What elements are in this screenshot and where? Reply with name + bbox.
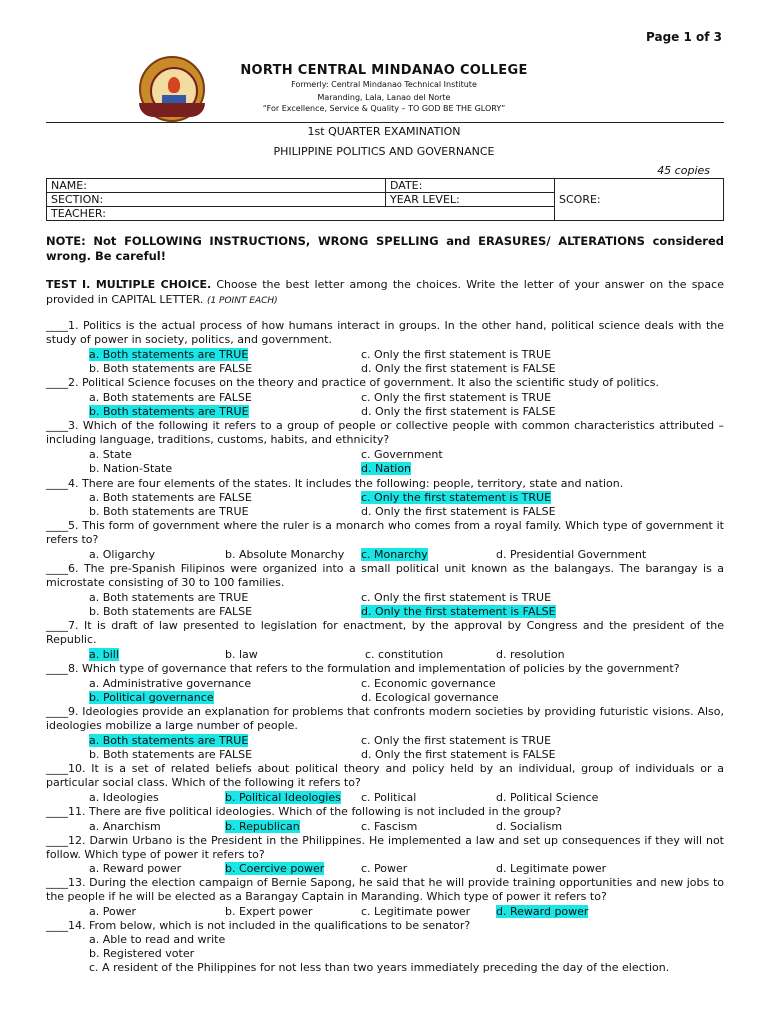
test-instructions-text: Choose the best letter among the choices. Write the letter of your answer on the space provided in CAPITAL LETTER. bbox=[46, 278, 724, 306]
q6-option-b[interactable]: b. Both statements are FALSE bbox=[89, 605, 253, 618]
q7-option-d[interactable]: d. resolution bbox=[496, 648, 565, 661]
q4-option-b[interactable]: b. Both statements are TRUE bbox=[89, 505, 249, 518]
exam-note: NOTE: Not FOLLOWING INSTRUCTIONS, WRONG SPELLING and ERASURES/ ALTERATIONS considered wrong. Be careful! bbox=[46, 234, 724, 263]
question-12: ____12. Darwin Urbano is the President in the Philippines. He implemented a law and set up consequences if they will not follow. Which type of power it refers to? bbox=[46, 834, 724, 862]
q11-option-b[interactable]: b. Republican bbox=[225, 820, 300, 833]
question-6: ____6. The pre-Spanish Filipinos were organized into a small political unit known as the balangays. The barangay is a microstate consisting of 30 to 100 families. bbox=[46, 562, 724, 590]
q10-option-c[interactable]: c. Political bbox=[361, 791, 417, 804]
q2-option-a[interactable]: a. Both statements are FALSE bbox=[89, 391, 252, 404]
date-field[interactable]: DATE: bbox=[386, 179, 555, 193]
q8-option-c[interactable]: c. Economic governance bbox=[361, 677, 496, 690]
q12-option-a[interactable]: a. Reward power bbox=[89, 862, 182, 875]
q14-option-c[interactable]: c. A resident of the Philippines for not less than two years immediately preceding the day of the election. bbox=[89, 961, 670, 974]
q2-option-b[interactable]: b. Both statements are TRUE bbox=[89, 405, 249, 418]
q9-option-a[interactable]: a. Both statements are TRUE bbox=[89, 734, 249, 747]
q10-option-d[interactable]: d. Political Science bbox=[496, 791, 599, 804]
q5-option-d[interactable]: d. Presidential Government bbox=[496, 548, 647, 561]
q13-option-d[interactable]: d. Reward power bbox=[496, 905, 589, 918]
q13-option-c[interactable]: c. Legitimate power bbox=[361, 905, 471, 918]
question-10: ____10. It is a set of related beliefs about political theory and policy held by an individual, group of individuals or a particular social class. Which of the following it refers to? bbox=[46, 762, 724, 790]
q12-option-d[interactable]: d. Legitimate power bbox=[496, 862, 607, 875]
q11-option-c[interactable]: c. Fascism bbox=[361, 820, 418, 833]
q3-option-a[interactable]: a. State bbox=[89, 448, 132, 461]
q10-option-a[interactable]: a. Ideologies bbox=[89, 791, 159, 804]
question-9: ____9. Ideologies provide an explanation for problems that confronts modern societies by providing futuristic visions. Also, ideologies mobilize a large number of people. bbox=[46, 705, 724, 733]
q4-option-d[interactable]: d. Only the first statement is FALSE bbox=[361, 505, 556, 518]
q10-option-b[interactable]: b. Political Ideologies bbox=[225, 791, 341, 804]
q3-option-c[interactable]: c. Government bbox=[361, 448, 443, 461]
q2-option-d[interactable]: d. Only the first statement is FALSE bbox=[361, 405, 556, 418]
college-formerly: Formerly: Central Mindanao Technical Institute bbox=[291, 80, 477, 89]
question-1: ____1. Politics is the actual process of how humans interact in groups. In the other hand, political science deals with the study of power in society, politics, and government. bbox=[46, 319, 724, 347]
college-name: NORTH CENTRAL MINDANAO COLLEGE bbox=[240, 63, 528, 78]
q6-option-c[interactable]: c. Only the first statement is TRUE bbox=[361, 591, 552, 604]
name-field[interactable]: NAME: bbox=[47, 179, 386, 193]
section-field[interactable]: SECTION: bbox=[47, 193, 386, 207]
college-address: Maranding, Lala, Lanao del Norte bbox=[317, 93, 451, 102]
q5-option-b[interactable]: b. Absolute Monarchy bbox=[225, 548, 345, 561]
question-2: ____2. Political Science focuses on the theory and practice of government. It also the scientific study of politics. bbox=[46, 376, 659, 389]
question-7: ____7. It is draft of law presented to legislation for enactment, by the approval by Congress and the president of the Republic. bbox=[46, 619, 724, 647]
q4-option-a[interactable]: a. Both statements are FALSE bbox=[89, 491, 252, 504]
exam-title: 1st QUARTER EXAMINATION bbox=[307, 125, 461, 138]
copies-count: 45 copies bbox=[657, 164, 710, 177]
test-points: (1 POINT EACH) bbox=[206, 296, 278, 306]
q11-option-d[interactable]: d. Socialism bbox=[496, 820, 563, 833]
q13-option-b[interactable]: b. Expert power bbox=[225, 905, 313, 918]
q6-option-d[interactable]: d. Only the first statement is FALSE bbox=[361, 605, 556, 618]
q8-option-b[interactable]: b. Political governance bbox=[89, 691, 214, 704]
q4-option-c[interactable]: c. Only the first statement is TRUE bbox=[361, 491, 552, 504]
page-number: Page 1 of 3 bbox=[646, 30, 722, 44]
q12-option-b[interactable]: b. Coercive power bbox=[225, 862, 325, 875]
test-heading: TEST I. MULTIPLE CHOICE. bbox=[46, 278, 212, 291]
q5-option-a[interactable]: a. Oligarchy bbox=[89, 548, 156, 561]
question-14: ____14. From below, which is not included in the qualifications to be senator? bbox=[46, 919, 471, 932]
q1-option-d[interactable]: d. Only the first statement is FALSE bbox=[361, 362, 556, 375]
college-motto: “For Excellence, Service & Quality – TO GOD BE THE GLORY” bbox=[262, 104, 506, 113]
header-divider bbox=[46, 122, 724, 123]
score-field[interactable]: SCORE: bbox=[555, 179, 724, 221]
q3-option-b[interactable]: b. Nation-State bbox=[89, 462, 173, 475]
question-3: ____3. Which of the following it refers to a group of people or collective people with common characteristics attributed – including language, traditions, customs, habits, and ethnicity? bbox=[46, 419, 724, 447]
q1-option-c[interactable]: c. Only the first statement is TRUE bbox=[361, 348, 552, 361]
q2-option-c[interactable]: c. Only the first statement is TRUE bbox=[361, 391, 552, 404]
q1-option-b[interactable]: b. Both statements are FALSE bbox=[89, 362, 253, 375]
question-5: ____5. This form of government where the ruler is a monarch who comes from a royal family. Which type of government it refers to? bbox=[46, 519, 724, 547]
q1-option-a[interactable]: a. Both statements are TRUE bbox=[89, 348, 249, 361]
q11-option-a[interactable]: a. Anarchism bbox=[89, 820, 161, 833]
question-11: ____11. There are five political ideologies. Which of the following is not included in the group? bbox=[46, 805, 562, 818]
q7-option-c[interactable]: c. constitution bbox=[365, 648, 444, 661]
student-info-table bbox=[46, 178, 724, 221]
q8-option-d[interactable]: d. Ecological governance bbox=[361, 691, 499, 704]
q7-option-a[interactable]: a. bill bbox=[89, 648, 119, 661]
exam-subject: PHILIPPINE POLITICS AND GOVERNANCE bbox=[273, 145, 495, 158]
question-4: ____4. There are four elements of the states. It includes the following: people, territory, state and nation. bbox=[46, 477, 624, 490]
year-level-field[interactable]: YEAR LEVEL: bbox=[386, 193, 555, 207]
q9-option-b[interactable]: b. Both statements are FALSE bbox=[89, 748, 253, 761]
q5-option-c[interactable]: c. Monarchy bbox=[361, 548, 428, 561]
q12-option-c[interactable]: c. Power bbox=[361, 862, 408, 875]
q14-option-a[interactable]: a. Able to read and write bbox=[89, 933, 226, 946]
teacher-field[interactable]: TEACHER: bbox=[47, 207, 555, 221]
q9-option-c[interactable]: c. Only the first statement is TRUE bbox=[361, 734, 552, 747]
q3-option-d[interactable]: d. Nation bbox=[361, 462, 412, 475]
q13-option-a[interactable]: a. Power bbox=[89, 905, 136, 918]
test-instructions bbox=[46, 277, 724, 309]
q14-option-b[interactable]: b. Registered voter bbox=[89, 947, 195, 960]
q8-option-a[interactable]: a. Administrative governance bbox=[89, 677, 252, 690]
question-8: ____8. Which type of governance that refers to the formulation and implementation of policies by the government? bbox=[46, 662, 680, 675]
q6-option-a[interactable]: a. Both statements are TRUE bbox=[89, 591, 249, 604]
q7-option-b[interactable]: b. law bbox=[225, 648, 258, 661]
question-13: ____13. During the election campaign of Bernie Sapong, he said that he will provide training opportunities and new jobs to the people if he will be elected as a Barangay Captain in Maranding. Which type of power it refers to? bbox=[46, 876, 724, 904]
q9-option-d[interactable]: d. Only the first statement is FALSE bbox=[361, 748, 556, 761]
